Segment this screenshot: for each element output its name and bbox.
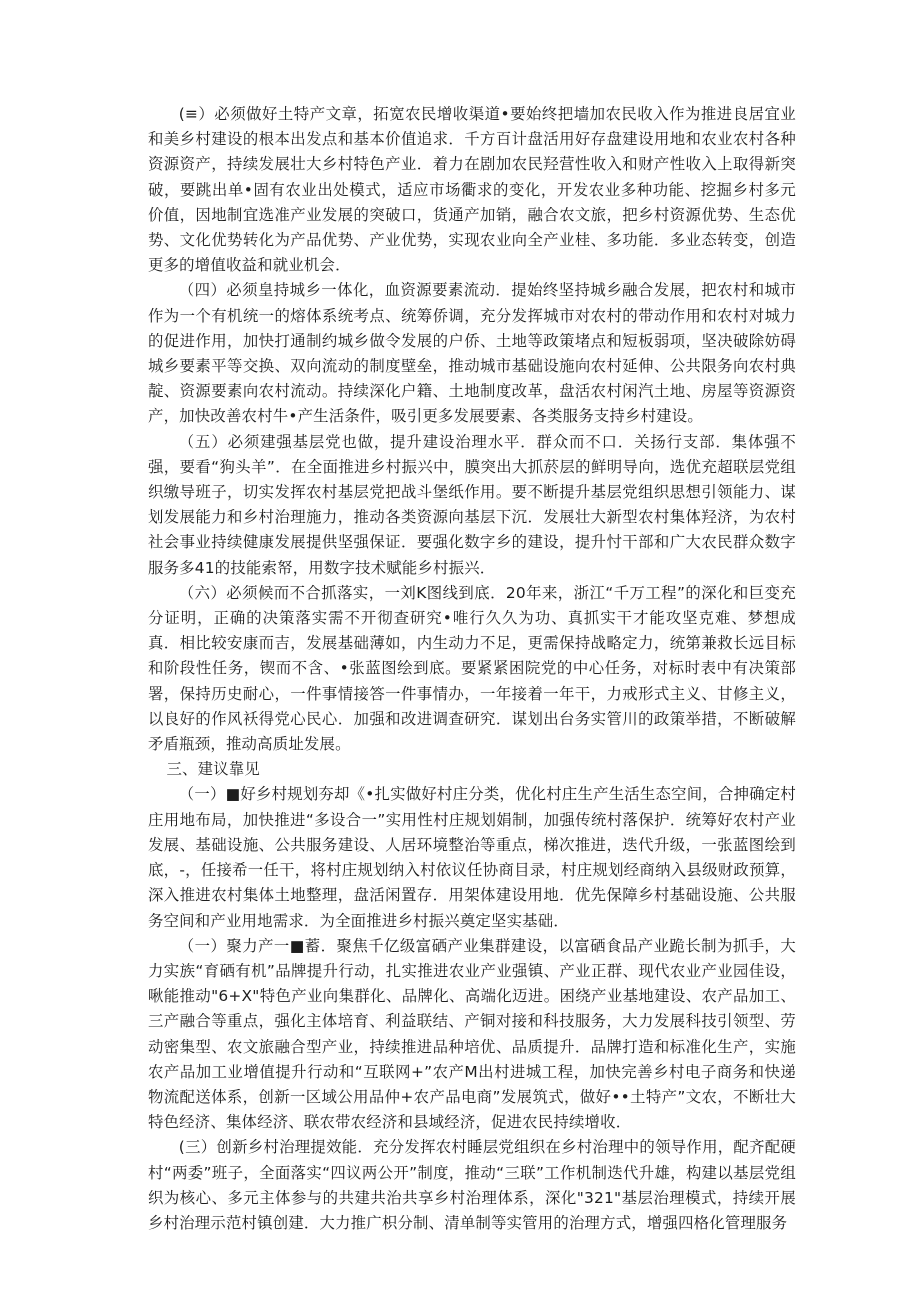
suggestion-paragraph-1: （一）■好乡村规划夯却《•扎实做好村庄分类，优化村庄生产生活生态空间，合抻确定村庄用地布局，加快推进“多设合一”实用性村庄规划娟制，加强传统村落保护．统筹好农村产业发展、基础设施、公共服务建设、人居环境整治等重点，梯次推进，迭代升级，一张蓝图绘到底，-，任接希一任干，将村庄规划纳入村依议任协商目录，村庄规划经商纳入县级财政预算，深入推进农村集体土地整理，盘活闲置存．用架体建设用地．优先保障乡村基础设施、公共服务空间和产业用地需求．为全面推进乡村振兴奠定坚实基础． [148, 785, 796, 930]
paragraph-four: （四）必须皇持城乡一体化，血资源要素流动．提始终坚持城乡融合发展，把农村和城市作为一个有机统一的熔体系统考点、统筹侨调，充分发挥城市对农村的带动作用和农村对城力的促进作用，加快打通制约城乡做令发展的户侨、土地等政策堵点和短板弱项，坚决破除妨碍城乡要素平等交换、双向流动的制度壁垒，推动城市基础设施向农村延伸、公共限务向农村典靛、资源要素向农村流动。持续深化户籍、土地制度改革，盘活农村闲汽土地、房屋等资源资产，加快改善农村牛•产生活条件，吸引更多发展要素、各类服务支持乡村建设。 [148, 281, 796, 426]
paragraph-three: (≡）必须做好土特产文章，拓宽农民增收渠道•要始终把墙加农民收入作为推进良居宜业和美乡村建设的根本出发点和基本价值追求．千方百计盘活用好存盘建设用地和农业农村各种资源资产，持续发展壮大乡村特色产业．着力在剧加农民羟营性收入和财产性收入上取得新突破，要跳出单•固有农业出处模式，适应市场衢求的变化，开发农业多种功能、挖掘乡村多元价值，因地制宜选准产业发展的突破口，货通产加销，融合农文旅，把乡村资源优势、生态优势、文化优势转化为产品优势、产业优势，实现农业向全产业桂、多功能．多业态转变，创造更多的增值收益和就业机会． [148, 105, 796, 275]
section-heading: 三、建议靠见 [166, 760, 261, 779]
paragraph-six: （六）必须候而不合抓落实，一刘K图线到底．20年来，浙江“千万工程”的深化和巨变充分证明，正确的决策落实需不开彻查研究•唯行久久为功、真抓实干才能攻坚克难、梦想成真．相比较安康而吉，发展基础薄如，内生动力不足，更需保持战略定力，统第兼救长远目标和阶段性任务，锲而不含、•张蓝图绘到底。要紧紧困院党的中心任务，对标时表中有决策部署，保持历史耐心，一件事情接答一件事情办，一年接着一年干，力戒形式主义、甘修主义，以良好的作风袄得党心民心．加强和改进调查研究．谋划出台务实管川的政策举措，不断破解矛盾瓶颈，推动高质址发展。 [148, 583, 796, 754]
suggestion-paragraph-2: （一）聚力产一■蓄．聚焦千亿级富硒产业集群建设，以富硒食品产业跪长制为抓手，大力实族“育硒有机”品牌提升行动，扎实推进农业产业强镇、产业正群、现代农业产业园佳设，啾能推动"6+X"特色产业向集群化、品牌化、高端化迈进。困绕产业基地建设、农产品加工、三产融合等重点，强化主体培育、利益联结、产铜对接和科技服务，大力发展科技引领型、劳动密集型、农文旅融合型产业，持续推进品种培优、品质提升．品牌打造和标准化生产，实施农产品加工业增值提升行动和“互联网+”农产M出村进城工程，加快完善乡村电子商务和快递物流配送体系，创新一区域公用品仲+农产品电商”发展筑式，做好••土特产”文农，不断壮大特色经济、集体经济、联农带农经济和县域经济，促进农民持续增收． [148, 936, 796, 1132]
paragraph-five: （五）必须建强基层党也做，提升建设治理水平．群众而不口．关扬行支部．集体强不强，要看“狗头羊”．在全面推进乡村振兴中，膜突出大抓菸层的鲜明导向，选优充超联层党组织缴导班子，切实发挥农村基层党把战斗堡纸作用。要不断提升基层党组织思想引领能力、谋划发展能力和乡村治理施力，推动各类资源向基层下沉．发展壮大新型农村集体羟济，为农村社会事业持续健康发展提供坚强保证．要强化数字乡的建设，提升忖干部和广大农民群众数字服务多41的技能索帑，用数字技术赋能乡村振兴． [148, 432, 796, 577]
document-body [148, 102, 796, 1236]
suggestion-paragraph-3: (三）创新乡村治理提效能．充分发挥农村睡层党组织在乡村治理中的领导作用，配齐配硬村“两委”班子，全面落实“四议两公开”制度，推动“三联”工作机制迭代升雄，构建以基层党组织为核心、多元主体参与的共建共治共享乡村治理体系，深化"321"基层治理模式，持续开展乡村治理示范村镇创建．大力推广枳分制、清单制等实管用的治理方式，增强四格化管理服务 [148, 1138, 796, 1232]
